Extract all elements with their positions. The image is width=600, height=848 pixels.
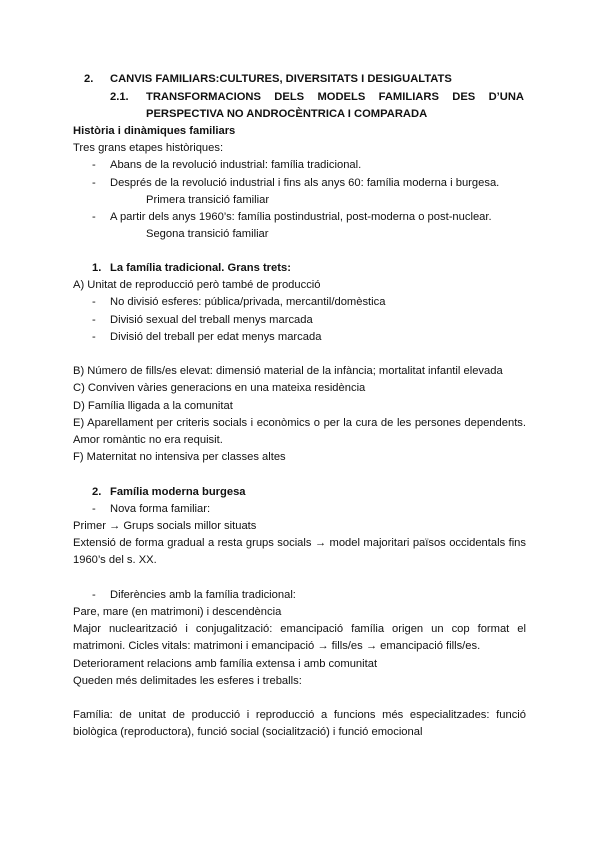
paragraph-b: B) Número de fills/es elevat: dimensió material de la infància; mortalitat infantil elevada xyxy=(73,365,503,377)
list-item: Abans de la revolució industrial: família tradicional. xyxy=(110,159,362,171)
paragraph-familia-line2: biològica (reproductora), funció social (socialització) i funció emocional xyxy=(73,726,423,738)
paragraph-d: D) Família lligada a la comunitat xyxy=(73,400,233,412)
section-title: CANVIS FAMILIARS:CULTURES, DIVERSITATS I DESIGUALTATS xyxy=(110,73,452,85)
list-item: Divisió sexual del treball menys marcada xyxy=(110,314,313,326)
transition-note: Segona transició familiar xyxy=(146,228,269,240)
list-dash: - xyxy=(92,314,96,326)
paragraph-e-line2: Amor romàntic no era requisit. xyxy=(73,434,223,446)
paragraph-primer: Primer → Grups socials millor situats xyxy=(73,520,257,532)
list-dash: - xyxy=(92,159,96,171)
paragraph-queden: Queden més delimitades les esferes i treballs: xyxy=(73,675,302,687)
list-item: Diferències amb la família tradicional: xyxy=(110,589,296,601)
list-item: A partir dels anys 1960’s: família postindustrial, post-moderna o post-nuclear. xyxy=(110,211,492,223)
list-item: No divisió esferes: pública/privada, mercantil/domèstica xyxy=(110,296,386,308)
heading-number: 1. xyxy=(92,262,102,274)
paragraph-nuclear-line1: Major nuclearització i conjugalització: emancipació família origen un cop format el xyxy=(73,623,526,635)
list-item: Divisió del treball per edat menys marcada xyxy=(110,331,322,343)
transition-note: Primera transició familiar xyxy=(146,194,270,206)
paragraph-deteriorament: Deteriorament relacions amb família extensa i amb comunitat xyxy=(73,658,378,670)
paragraph-extensio-line1: Extensió de forma gradual a resta grups socials → model majoritari països occidentals fins xyxy=(73,537,526,549)
subsection-title-line2: PERSPECTIVA NO ANDROCÈNTRICA I COMPARADA xyxy=(146,108,428,120)
paragraph-pare-mare: Pare, mare (en matrimoni) i descendència xyxy=(73,606,282,618)
list-dash: - xyxy=(92,211,96,223)
paragraph-a: A) Unitat de reproducció però també de producció xyxy=(73,279,321,291)
paragraph-f: F) Maternitat no intensiva per classes altes xyxy=(73,451,286,463)
historia-heading: Història i dinàmiques familiars xyxy=(73,125,236,137)
list-item: Després de la revolució industrial i fins als anys 60: família moderna i burgesa. xyxy=(110,177,500,189)
list-dash: - xyxy=(92,177,96,189)
paragraph-familia-line1: Família: de unitat de producció i reproducció a funcions més especialitzades: funció xyxy=(73,709,526,721)
paragraph-nuclear-line2: matrimoni. Cicles vitals: matrimoni i emancipació → fills/es → emancipació fills/es. xyxy=(73,640,481,652)
tradicional-heading: La família tradicional. Grans trets: xyxy=(110,262,291,274)
section-number: 2. xyxy=(84,73,94,85)
subsection-number: 2.1. xyxy=(110,91,129,103)
moderna-heading: Família moderna burgesa xyxy=(110,486,246,498)
paragraph-e-line1: E) Aparellament per criteris socials i econòmics o per la cura de les persones dependents. xyxy=(73,417,526,429)
subsection-title-line1: TRANSFORMACIONS DELS MODELS FAMILIARS DES D’UNA xyxy=(146,91,524,103)
list-dash: - xyxy=(92,296,96,308)
paragraph-c: C) Conviven vàries generacions en una mateixa residència xyxy=(73,382,366,394)
list-dash: - xyxy=(92,503,96,515)
historia-intro: Tres grans etapes històriques: xyxy=(73,142,224,154)
list-item: Nova forma familiar: xyxy=(110,503,211,515)
list-dash: - xyxy=(92,589,96,601)
heading-number: 2. xyxy=(92,486,102,498)
paragraph-extensio-line2: 1960’s del s. XX. xyxy=(73,554,157,566)
list-dash: - xyxy=(92,331,96,343)
